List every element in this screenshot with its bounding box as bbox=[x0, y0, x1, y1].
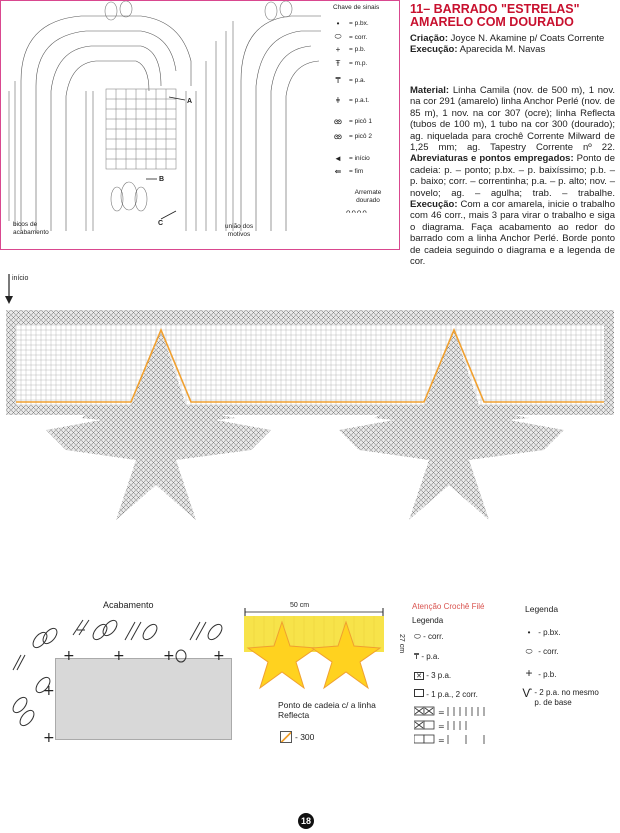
band-mesh bbox=[16, 325, 604, 405]
svg-text:A: A bbox=[187, 98, 193, 105]
plus-icon: + bbox=[525, 666, 533, 680]
width-label: 50 cm bbox=[290, 602, 310, 609]
atencao-title: Atenção Crochê Filé bbox=[412, 602, 485, 611]
height-label: 27 cm bbox=[398, 633, 406, 654]
svg-text:=: = bbox=[438, 736, 445, 745]
crochet-diagram-box bbox=[0, 0, 400, 250]
atencao-item: - 1 p.a., 2 corr. bbox=[414, 689, 478, 699]
filet-chart bbox=[6, 310, 614, 540]
arremate-symbol: ᴖᴖᴖᴖ bbox=[346, 208, 368, 217]
pa-icon: ₸ bbox=[414, 652, 420, 661]
atencao-legenda: Legenda bbox=[412, 616, 444, 625]
legenda2-item: ⬭ - corr. bbox=[522, 647, 559, 657]
bicos-label: bicos de acabamento bbox=[13, 221, 49, 236]
oval-icon: ⬭ bbox=[525, 647, 533, 656]
start-arrow-icon bbox=[5, 274, 13, 304]
color-code: - 300 bbox=[280, 731, 314, 743]
width-dimension-line bbox=[244, 608, 384, 616]
symbol-pa-icon: ₸ bbox=[335, 76, 341, 85]
atencao-item: ₸ - p.a. bbox=[414, 652, 440, 661]
dot-icon: • bbox=[527, 628, 531, 637]
v-stitch-icon: Ѵ bbox=[522, 686, 533, 700]
acabamento-title: Acabamento bbox=[103, 600, 154, 610]
key-title: Chave de sinais bbox=[333, 4, 380, 11]
svg-text:C: C bbox=[158, 220, 164, 227]
start-arrow-icon: ◄ bbox=[334, 154, 342, 163]
start-label: início bbox=[12, 275, 29, 282]
atencao-examples bbox=[414, 705, 489, 747]
key-item: ꙭ = picô 1 bbox=[331, 117, 372, 126]
key-item: ⬭ = corr. bbox=[331, 32, 367, 42]
key-item: ⇚ = fim bbox=[331, 167, 363, 176]
svg-text:+: + bbox=[113, 648, 125, 664]
gold-swatch-icon bbox=[280, 731, 292, 743]
svg-text:+: + bbox=[43, 683, 55, 699]
svg-text:=: = bbox=[438, 722, 445, 731]
symbol-pbx-icon: • bbox=[336, 19, 340, 28]
arremate-label: Arremate dourado bbox=[354, 189, 382, 204]
end-arrow-icon: ⇚ bbox=[334, 167, 342, 176]
page-number: 18 bbox=[298, 813, 314, 829]
legenda2-title: Legenda bbox=[525, 604, 559, 614]
symbol-pico1-icon: ꙭ bbox=[333, 117, 343, 126]
color-preview bbox=[244, 616, 394, 696]
key-item: ǂ = p.a.t. bbox=[331, 96, 369, 105]
key-item: ꙭ = picô 2 bbox=[331, 132, 372, 141]
article-title: 11– BARRADO "ESTRELAS" AMARELO COM DOURADO bbox=[410, 2, 580, 29]
key-item: ◄ = início bbox=[331, 154, 370, 163]
atencao-item: ✕ - 3 p.a. bbox=[414, 671, 451, 680]
svg-text:+: + bbox=[43, 730, 55, 745]
key-item: • = p.bx. bbox=[331, 19, 369, 28]
article-body: Material: Linha Camila (nov. de 500 m), 1 nov. na cor 291 (amarelo) linha Anchor Perlé (nov. de 85 m), 1 nov. na cor 307 (ocre); linha Reflecta (tubos de 100 m), 1 tubo na cor 300 (dourado); ag. niquelada para crochê Corrente Milward de 1,25 mm; ag. Tapestry Corrente nº 22. Abreviaturas e pontos empregados: Ponto de cadeia: p. – ponto; p.bx. – p. baixíssimo; p.b. – p. baixo; corr. – correntinha; p.a. – p. alto; nov. – novelo; ag. – agulha; trab. – trabalhe. Execução: Com a cor amarela, inicie o trabalho com 46 corr., mais 3 para virar o trabalho e siga o diagrama. Faça acabamento ao redor do barrado com a linha Anchor Perlé. Borde ponto de cadeia seguindo o diagrama e a legenda de cor. bbox=[410, 85, 616, 268]
crochet-edging-diagram bbox=[1, 1, 321, 249]
oval-icon: ⬭ bbox=[414, 632, 421, 641]
uniao-label: união dos motivos bbox=[224, 223, 254, 238]
ponto-label: Ponto de cadeia c/ a linha Reflecta bbox=[278, 700, 376, 720]
svg-text:+: + bbox=[63, 648, 75, 664]
legenda2-item: + - p.b. bbox=[522, 666, 556, 680]
cross-box-icon: ✕ bbox=[414, 672, 424, 680]
legenda2-item: • - p.bx. bbox=[522, 628, 560, 637]
symbol-mp-icon: Ŧ bbox=[335, 59, 341, 68]
symbol-pico2-icon: ꙭ bbox=[333, 132, 343, 141]
svg-text:+: + bbox=[213, 648, 225, 664]
key-item: Ŧ = m.p. bbox=[331, 59, 367, 68]
atencao-item: ⬭ - corr. bbox=[414, 632, 444, 641]
svg-text:+: + bbox=[163, 648, 175, 664]
svg-text:=: = bbox=[438, 708, 445, 717]
symbol-corr-icon: ⬭ bbox=[334, 32, 342, 41]
symbol-pat-icon: ǂ bbox=[335, 96, 341, 105]
legenda2-item: Ѵ - 2 p.a. no mesmo p. de base bbox=[522, 686, 599, 707]
key-item: ₸ = p.a. bbox=[331, 76, 365, 85]
key-item: + = p.b. bbox=[331, 45, 365, 54]
empty-box-icon bbox=[414, 689, 424, 697]
symbol-pb-icon: + bbox=[335, 45, 341, 54]
credits: Criação: Joyce N. Akamine p/ Coats Corrente Execução: Aparecida M. Navas bbox=[410, 33, 605, 56]
svg-text:B: B bbox=[159, 176, 165, 183]
acabamento-diagram bbox=[5, 610, 240, 745]
